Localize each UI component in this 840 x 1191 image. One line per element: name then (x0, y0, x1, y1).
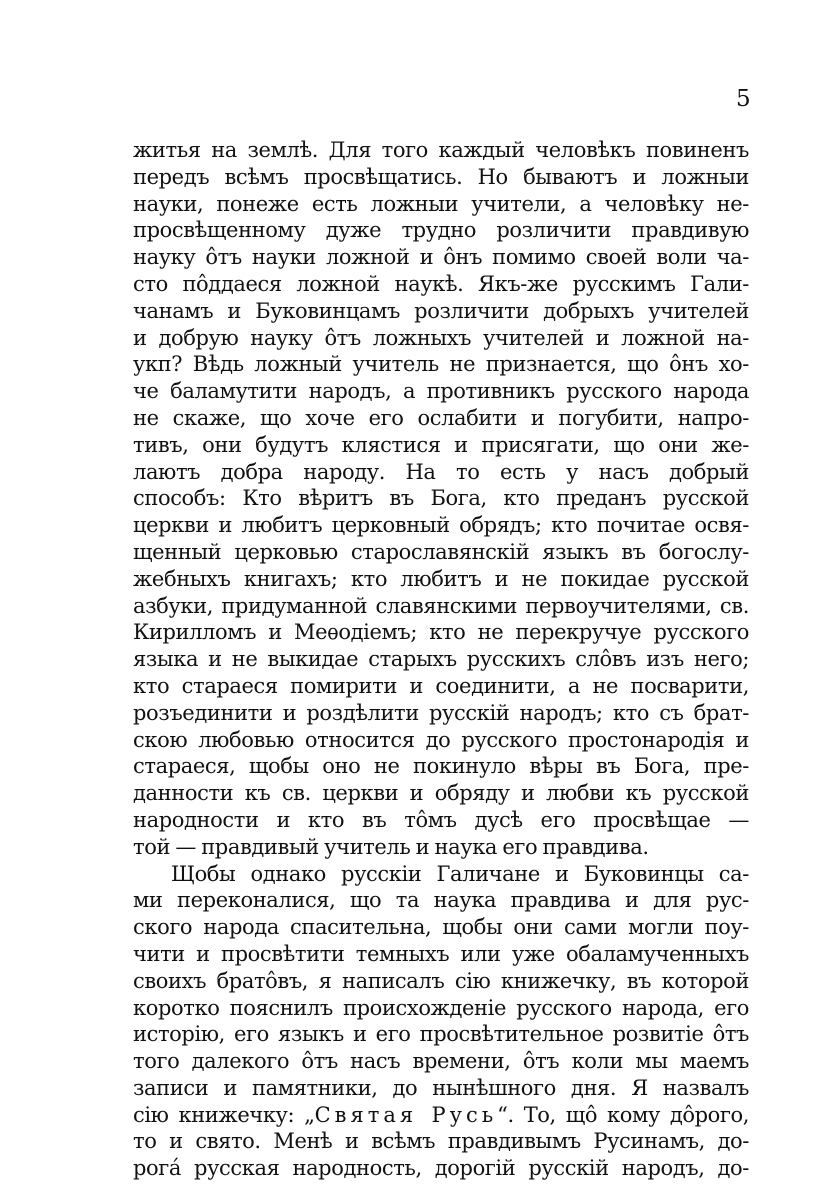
text-line: данности къ св. церкви и обряду и любви къ русской (133, 781, 749, 806)
text-line: церкви и любитъ церковный обрядъ; кто почитае освя- (133, 513, 749, 538)
text-line: способъ: Кто вѣритъ въ Бога, кто преданъ русской (133, 486, 749, 511)
text-line: щенный церковью старославянскій языкъ въ богослу- (133, 539, 749, 564)
text-line: житья на землѣ. Для того каждый человѣкъ повиненъ (133, 138, 749, 162)
text-line: просвѣщенному дуже трудно розличити правдивую (133, 218, 749, 243)
text-block (133, 137, 749, 1182)
text-line: укп? Вѣдь ложный учитель не признается, що ôнъ хо- (133, 352, 749, 377)
line-suffix: “. То, щô кому дôрого, (497, 1102, 750, 1127)
text-line: розъединити и роздѣлити русскій народъ; кто съ брат- (133, 700, 749, 725)
text-line: языка и не выкидае старыхъ русскихъ слôвъ изъ него; (133, 647, 749, 672)
text-line: то и свято. Менѣ и всѣмъ правдивымъ Русинамъ, до- (133, 1129, 749, 1154)
text-line: чити и просвѣтити темныхъ или уже обаламученныхъ (133, 941, 749, 966)
text-line: науки, понеже есть ложныи учители, а человѣку не- (133, 191, 749, 216)
text-line: Кирилломъ и Меѳодіемъ; кто не перекручуе русского (133, 620, 749, 645)
text-line: того далекого ôтъ насъ времени, ôтъ коли мы маемъ (133, 1049, 749, 1074)
text-line: скою любовью относится до русского простонародія и (133, 727, 749, 752)
text-line: жебныхъ книгахъ; кто любитъ и не покидае русской (133, 566, 749, 591)
text-line: народности и кто въ тôмъ дусѣ его просвѣщае — (133, 807, 749, 832)
text-line: тивъ, они будутъ клястися и присягати, що они же- (133, 432, 749, 457)
text-line: чанамъ и Буковинцамъ розличити добрыхъ учителей (133, 298, 749, 323)
text-line-with-title (133, 1102, 749, 1129)
text-line: науку ôтъ науки ложной и ôнъ помимо своей воли ча- (133, 245, 749, 270)
text-line: исторію, его языкъ и его просвѣтительное розвитіе ôтъ (133, 1022, 749, 1047)
text-line: азбуки, придуманной славянскими первоучителями, св. (133, 593, 749, 618)
text-line: своихъ братôвъ, я написалъ сію книжечку, въ которой (133, 968, 749, 993)
text-line: ми переконалися, що та наука правдива и для рус- (133, 888, 749, 913)
text-line: рогá русская народность, дорогій русскій народъ, до- (133, 1156, 749, 1181)
line-prefix: сію книжечку: „ (133, 1102, 315, 1127)
text-line: той — правдивый учитель и наука его правдива. (133, 834, 649, 859)
text-line: стараеся, щобы оно не покинуло вѣры въ Бога, пре- (133, 754, 749, 779)
text-line: передъ всѣмъ просвѣщатись. Но бываютъ и ложныи (133, 164, 749, 189)
book-title: Святая Русь (314, 1102, 498, 1127)
text-line: сто пôддаеся ложной наукѣ. Якъ-же русскимъ Гали- (133, 271, 749, 296)
text-line: не скаже, що хоче его ослабити и погубити, напро- (133, 405, 749, 430)
text-line: лаютъ добра народу. На то есть у насъ добрый (133, 459, 749, 484)
page-number: 5 (736, 86, 751, 112)
text-line: записи и памятники, до нынѣшного дня. Я назвалъ (133, 1075, 749, 1100)
text-line: кто стараеся помирити и соединити, а не посварити, (133, 673, 749, 698)
text-line: ского народа спасительна, щобы они сами могли поу- (133, 915, 749, 940)
text-line: Щобы однако русскіи Галичане и Буковинцы са- (171, 861, 749, 886)
text-line: че баламутити народъ, а противникъ русского народа (133, 379, 749, 404)
text-line: коротко пояснилъ происхожденіе русского народа, его (133, 995, 749, 1020)
text-line: и добрую науку ôтъ ложныхъ учителей и ложной на- (133, 325, 749, 350)
